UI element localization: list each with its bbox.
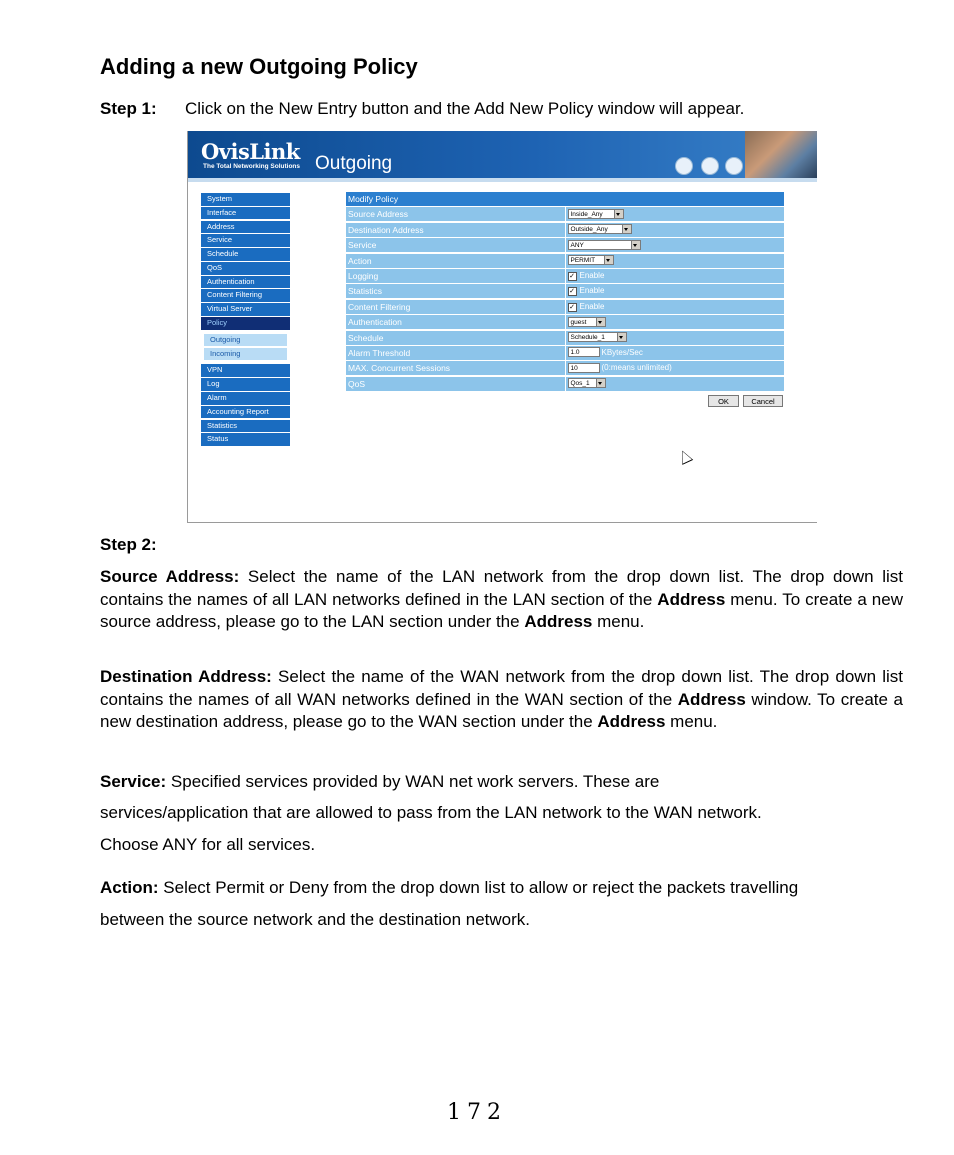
menu-item-outgoing[interactable]: Outgoing [204, 334, 287, 347]
logo-tagline: The Total Networking Solutions [203, 163, 301, 170]
banner [188, 131, 817, 178]
menu-item-qos[interactable]: QoS [201, 262, 290, 275]
menu-item-statistics[interactable]: Statistics [201, 420, 290, 433]
step2-label: Step 2: [100, 535, 157, 554]
max-sessions-input[interactable]: 10 [568, 363, 600, 373]
service-line-3: Choose ANY for all services. [100, 835, 316, 854]
chevron-down-icon [604, 256, 613, 264]
service-line-2: services/application that are allowed to pass from the LAN network to the WAN network. [100, 803, 762, 822]
menu-item-log[interactable]: Log [201, 378, 290, 391]
logging-enable-label: Enable [579, 270, 605, 280]
menu-item-system[interactable]: System [201, 193, 290, 206]
menu-item-status[interactable]: Status [201, 433, 290, 446]
service-line-1: Service: Specified services provided by WAN net work servers. These are [100, 772, 660, 791]
alarm-threshold-input[interactable]: 1.0 [568, 347, 600, 357]
alarm-threshold-unit: KBytes/Sec [601, 347, 643, 357]
content-filtering-enable-label: Enable [579, 301, 605, 311]
banner-photo [745, 131, 817, 178]
globe-icon [725, 157, 743, 175]
logging-checkbox[interactable]: ✓ [569, 272, 575, 280]
max-sessions-hint: (0:means unlimited) [601, 363, 672, 373]
router-ui-screenshot [187, 131, 817, 523]
step1-label: Step 1: [100, 99, 157, 118]
schedule-select[interactable]: Schedule_1 [568, 332, 627, 342]
chevron-down-icon [622, 225, 631, 233]
content-filtering-checkbox[interactable]: ✓ [569, 303, 575, 311]
action-line-1: Action: Select Permit or Deny from the drop down list to allow or reject the packets travelling [100, 878, 799, 897]
source-address-paragraph: Source Address: Select the name of the LAN network from the drop down list. The drop down list contains the names of all LAN networks defined in the LAN section of the Address menu. To create a new source address, please go to the LAN section under the Address menu. [100, 567, 903, 631]
banner-divider [188, 178, 817, 182]
menu-item-address[interactable]: Address [201, 221, 290, 234]
ovislink-logo: OvisLink [201, 139, 300, 164]
chevron-down-icon [617, 333, 626, 341]
destination-address-select[interactable]: Outside_Any [568, 224, 632, 234]
action-select[interactable]: PERMIT [568, 255, 614, 265]
menu-item-interface[interactable]: Interface [201, 207, 290, 220]
chevron-down-icon [596, 379, 605, 387]
menu-item-policy[interactable]: Policy [201, 317, 290, 330]
menu-item-virtual-server[interactable]: Virtual Server [201, 303, 290, 316]
max-sessions-label: MAX. Concurrent Sessions [346, 361, 565, 375]
service-select[interactable]: ANY [568, 240, 641, 250]
chevron-down-icon [614, 210, 623, 218]
chevron-down-icon [596, 318, 605, 326]
destination-address-label: Destination Address [346, 223, 565, 237]
menu-item-alarm[interactable]: Alarm [201, 392, 290, 405]
statistics-label: Statistics [346, 284, 565, 298]
sidebar-menu [201, 193, 290, 447]
statistics-enable-label: Enable [579, 286, 605, 296]
content-filtering-label: Content Filtering [346, 300, 565, 314]
section-title: Adding a new Outgoing Policy [100, 54, 418, 79]
statistics-checkbox[interactable]: ✓ [569, 288, 575, 296]
cancel-button[interactable]: Cancel [743, 395, 783, 407]
menu-item-service[interactable]: Service [201, 234, 290, 247]
menu-item-content-filtering[interactable]: Content Filtering [201, 289, 290, 302]
form-header: Modify Policy [346, 192, 784, 206]
action-line-2: between the source network and the destination network. [100, 910, 530, 929]
source-address-select[interactable]: Inside_Any [568, 209, 624, 219]
alarm-threshold-label: Alarm Threshold [346, 346, 565, 360]
source-address-label: Source Address [346, 207, 565, 221]
globe-icon [701, 157, 719, 175]
authentication-label: Authentication [346, 315, 565, 329]
qos-select[interactable]: Qos_1 [568, 378, 606, 388]
page-number: 172 [447, 1100, 507, 1125]
authentication-select[interactable]: guest [568, 317, 606, 327]
action-label: Action [346, 254, 565, 268]
menu-item-incoming[interactable]: Incoming [204, 348, 287, 361]
service-label: Service [346, 238, 565, 252]
destination-address-paragraph: Destination Address: Select the name of the WAN network from the drop down list. The drop down list contains the names of all WAN networks defined in the WAN section of the Address window. To create a new destination address, please go to the WAN section under the Address menu. [100, 667, 903, 731]
modify-policy-form [346, 192, 784, 392]
menu-item-accounting-report[interactable]: Accounting Report [201, 406, 290, 419]
banner-title: Outgoing [315, 153, 393, 174]
schedule-label: Schedule [346, 331, 565, 345]
qos-label: QoS [346, 377, 565, 391]
menu-item-vpn[interactable]: VPN [201, 364, 290, 377]
logging-label: Logging [346, 269, 565, 283]
ok-button[interactable]: OK [708, 395, 739, 407]
step1-text: Click on the New Entry button and the Add New Policy window will appear. [185, 99, 745, 118]
menu-item-schedule[interactable]: Schedule [201, 248, 290, 261]
step1 [100, 99, 744, 119]
menu-item-authentication[interactable]: Authentication [201, 276, 290, 289]
globe-icon [675, 157, 693, 175]
chevron-down-icon [631, 241, 640, 249]
